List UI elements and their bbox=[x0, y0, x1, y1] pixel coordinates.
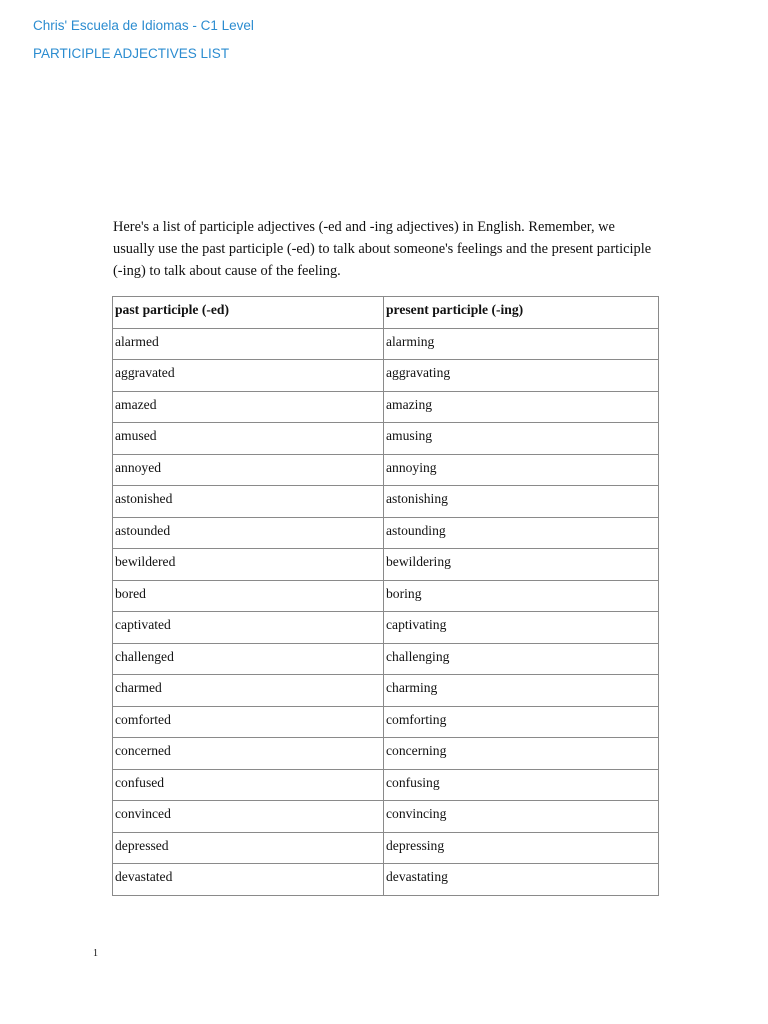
present-participle-cell: devastating bbox=[384, 864, 659, 896]
table-body bbox=[113, 328, 659, 895]
document-subtitle: PARTICIPLE ADJECTIVES LIST bbox=[33, 46, 230, 61]
table-row bbox=[113, 612, 659, 644]
table-header-row bbox=[113, 297, 659, 329]
document-title: Chris' Escuela de Idiomas - C1 Level bbox=[33, 18, 254, 33]
past-participle-cell: astonished bbox=[113, 486, 384, 518]
past-participle-cell: concerned bbox=[113, 738, 384, 770]
table-row bbox=[113, 454, 659, 486]
column-header-present-participle: present participle (-ing) bbox=[384, 297, 659, 329]
table-row bbox=[113, 360, 659, 392]
intro-paragraph: Here's a list of participle adjectives (-ed and -ing adjectives) in English. Remember, we usually use the past participle (-ed) to talk about someone's feelings and the present participle (-ing) to talk about cause of the feeling. bbox=[113, 219, 652, 279]
past-participle-cell: bewildered bbox=[113, 549, 384, 581]
table-row bbox=[113, 549, 659, 581]
table-row bbox=[113, 832, 659, 864]
present-participle-cell: annoying bbox=[384, 454, 659, 486]
past-participle-cell: captivated bbox=[113, 612, 384, 644]
column-header-past-participle: past participle (-ed) bbox=[113, 297, 384, 329]
present-participle-cell: captivating bbox=[384, 612, 659, 644]
past-participle-cell: depressed bbox=[113, 832, 384, 864]
table-row bbox=[113, 391, 659, 423]
table-row bbox=[113, 769, 659, 801]
present-participle-cell: confusing bbox=[384, 769, 659, 801]
past-participle-cell: charmed bbox=[113, 675, 384, 707]
table-row bbox=[113, 517, 659, 549]
table-row bbox=[113, 486, 659, 518]
table-row bbox=[113, 643, 659, 675]
past-participle-cell: astounded bbox=[113, 517, 384, 549]
table-row bbox=[113, 738, 659, 770]
table-row bbox=[113, 864, 659, 896]
present-participle-cell: depressing bbox=[384, 832, 659, 864]
present-participle-cell: amusing bbox=[384, 423, 659, 455]
present-participle-cell: astounding bbox=[384, 517, 659, 549]
past-participle-cell: annoyed bbox=[113, 454, 384, 486]
table-row bbox=[113, 423, 659, 455]
present-participle-cell: concerning bbox=[384, 738, 659, 770]
present-participle-cell: charming bbox=[384, 675, 659, 707]
present-participle-cell: amazing bbox=[384, 391, 659, 423]
participle-adjectives-table bbox=[112, 296, 659, 896]
past-participle-cell: confused bbox=[113, 769, 384, 801]
table-row bbox=[113, 801, 659, 833]
table-row bbox=[113, 706, 659, 738]
table-row bbox=[113, 580, 659, 612]
present-participle-cell: comforting bbox=[384, 706, 659, 738]
past-participle-cell: convinced bbox=[113, 801, 384, 833]
present-participle-cell: challenging bbox=[384, 643, 659, 675]
present-participle-cell: astonishing bbox=[384, 486, 659, 518]
present-participle-cell: aggravating bbox=[384, 360, 659, 392]
past-participle-cell: alarmed bbox=[113, 328, 384, 360]
table-row bbox=[113, 328, 659, 360]
past-participle-cell: challenged bbox=[113, 643, 384, 675]
present-participle-cell: alarming bbox=[384, 328, 659, 360]
past-participle-cell: comforted bbox=[113, 706, 384, 738]
present-participle-cell: convincing bbox=[384, 801, 659, 833]
present-participle-cell: boring bbox=[384, 580, 659, 612]
past-participle-cell: bored bbox=[113, 580, 384, 612]
present-participle-cell: bewildering bbox=[384, 549, 659, 581]
table-row bbox=[113, 675, 659, 707]
past-participle-cell: devastated bbox=[113, 864, 384, 896]
page-number: 1 bbox=[93, 948, 98, 959]
past-participle-cell: amused bbox=[113, 423, 384, 455]
past-participle-cell: amazed bbox=[113, 391, 384, 423]
past-participle-cell: aggravated bbox=[113, 360, 384, 392]
